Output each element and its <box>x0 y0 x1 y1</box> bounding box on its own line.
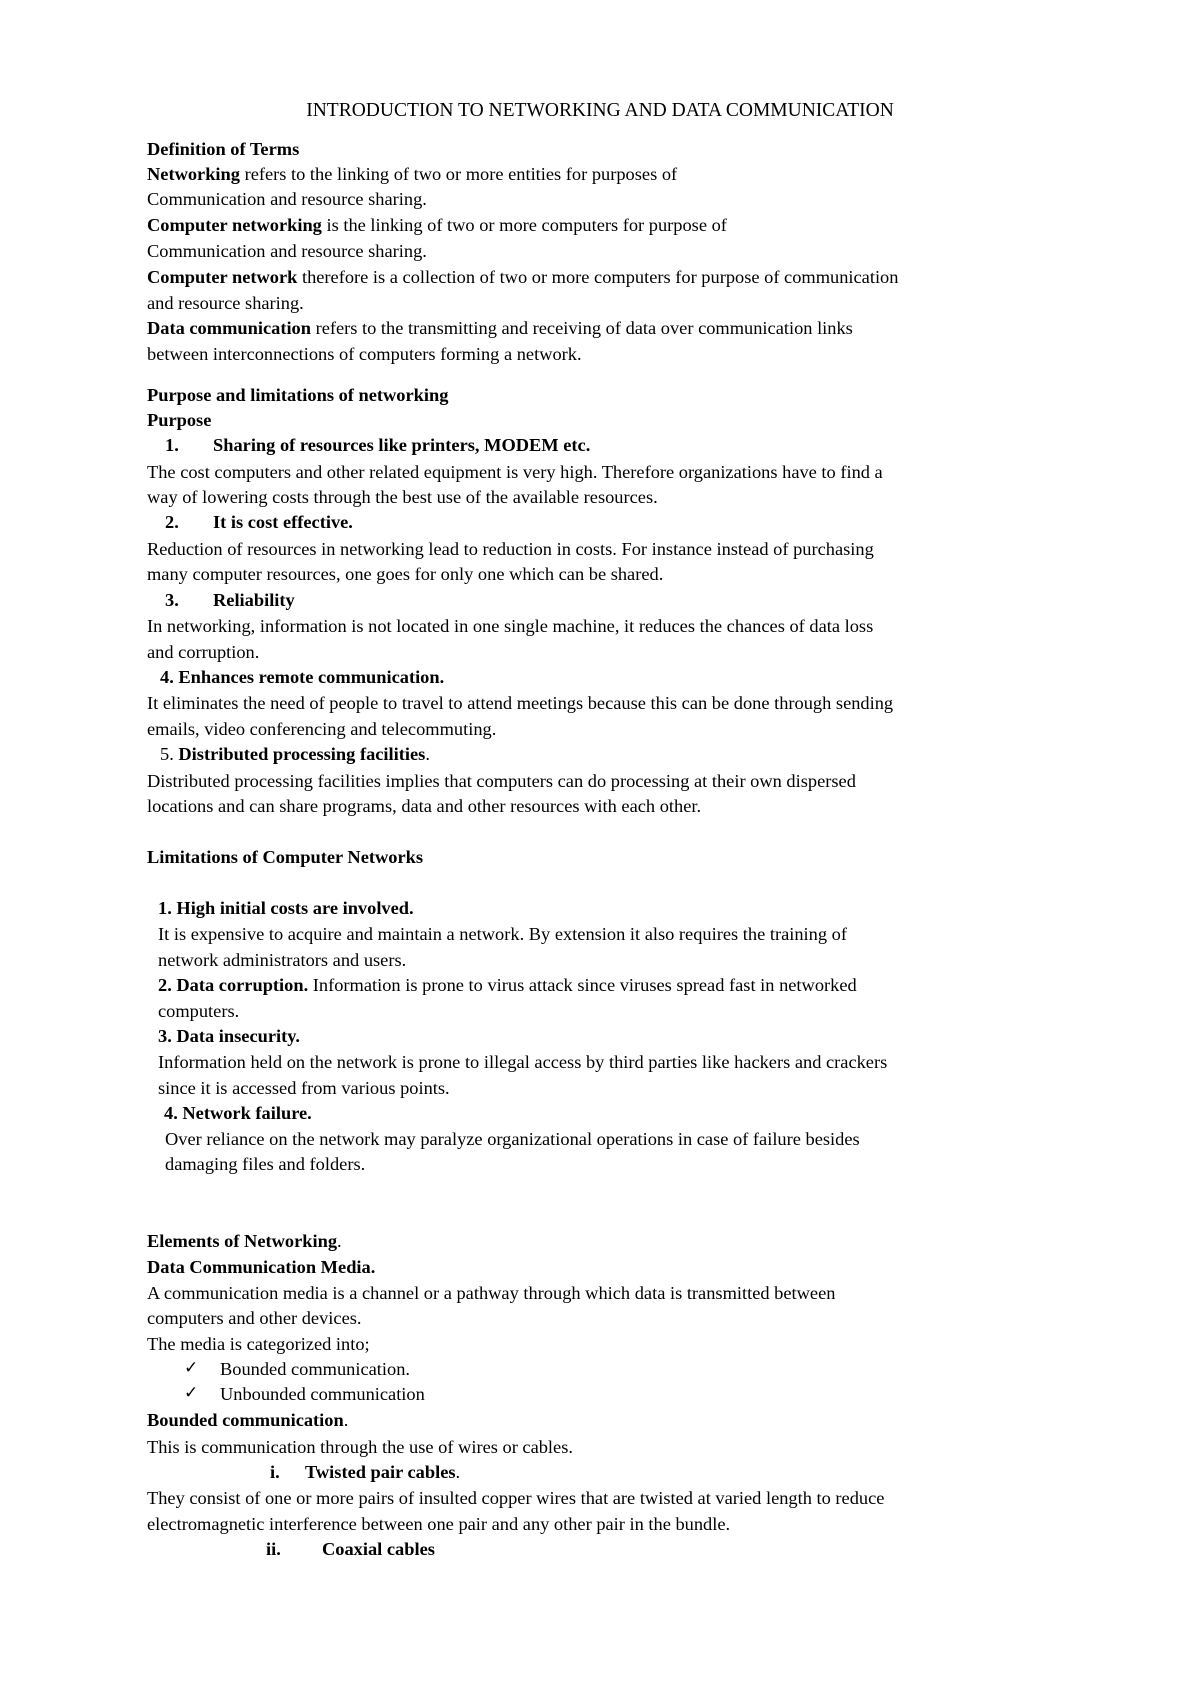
term-computer-network: Computer network <box>147 267 298 287</box>
purpose-item-text: The cost computers and other related equipment is very high. Therefore organizations have to find a <box>147 462 883 482</box>
definition-networking <box>147 163 677 185</box>
definition-text: is the linking of two or more computers for purpose of <box>321 215 727 235</box>
term-data-communication: Data communication <box>147 318 311 338</box>
media-heading: Data Communication Media. <box>147 1257 376 1277</box>
definition-data-communication <box>147 317 853 339</box>
limitation-item-text: computers. <box>158 1001 240 1021</box>
purpose-item-number: 5. <box>160 744 174 764</box>
limitations-heading: Limitations of Computer Networks <box>147 847 424 867</box>
elements-heading-line <box>147 1230 342 1252</box>
purpose-item-title: Reliability <box>213 590 295 610</box>
limitation-item-title: 3. Data insecurity. <box>158 1026 301 1046</box>
coaxial-number: ii. <box>266 1539 281 1559</box>
purpose-item-text: emails, video conferencing and telecommuting. <box>147 719 497 739</box>
purpose-item-text: In networking, information is not located in one single machine, it reduces the chances of data loss <box>147 616 874 636</box>
limitation-item-title: 1. High initial costs are involved. <box>158 898 414 918</box>
definition-computer-network <box>147 266 898 288</box>
purpose-item-title: Sharing of resources like printers, MODEM etc. <box>213 435 591 455</box>
purpose-item-text: locations and can share programs, data and other resources with each other. <box>147 796 702 816</box>
limitation-item-text: damaging files and folders. <box>165 1154 366 1174</box>
twisted-pair-title-suffix: . <box>455 1462 461 1482</box>
purpose-item-number: 4. <box>160 667 174 687</box>
twisted-pair-text: electromagnetic interference between one pair and any other pair in the bundle. <box>147 1514 731 1534</box>
purpose-item-title: Enhances remote communication. <box>178 667 445 687</box>
twisted-pair-title: Twisted pair cables <box>305 1462 456 1482</box>
purpose-item-text: way of lowering costs through the best use of the available resources. <box>147 487 658 507</box>
purpose-item-number: 3. <box>165 590 179 610</box>
purpose-item-number: 1. <box>165 435 179 455</box>
elements-heading: Elements of Networking <box>147 1231 338 1251</box>
purpose-item-text: Distributed processing facilities implies that computers can do processing at their own dispersed <box>147 771 856 791</box>
purpose-item-text: and corruption. <box>147 642 260 662</box>
limitation-item-text: Over reliance on the network may paralyze organizational operations in case of failure besides <box>165 1129 860 1149</box>
purpose-item-title: Distributed processing facilities <box>178 744 426 764</box>
limitation-item-title: 2. Data corruption. <box>158 975 309 995</box>
purpose-limitations-heading: Purpose and limitations of networking <box>147 385 449 405</box>
checklist-item: Unbounded communication <box>220 1384 425 1404</box>
media-text: A communication media is a channel or a pathway through which data is transmitted between <box>147 1283 836 1303</box>
purpose-item-distributed <box>160 743 430 765</box>
limitation-item-text: It is expensive to acquire and maintain a network. By extension it also requires the training of <box>158 924 847 944</box>
purpose-item-enhances-remote <box>160 666 444 688</box>
limitation-item-text: since it is accessed from various points. <box>158 1078 450 1098</box>
term-networking: Networking <box>147 164 240 184</box>
definition-text: Communication and resource sharing. <box>147 189 427 209</box>
purpose-item-number: 2. <box>165 512 179 532</box>
media-text: The media is categorized into; <box>147 1334 370 1354</box>
purpose-item-title-suffix: . <box>425 744 430 764</box>
bounded-heading: Bounded communication <box>147 1410 344 1430</box>
check-icon: ✓ <box>184 1383 199 1403</box>
definition-text: therefore is a collection of two or more computers for purpose of communication <box>297 267 899 287</box>
purpose-item-text: many computer resources, one goes for only one which can be shared. <box>147 564 664 584</box>
definition-text: refers to the transmitting and receiving of data over communication links <box>310 318 853 338</box>
definitions-heading: Definition of Terms <box>147 139 300 159</box>
twisted-pair-heading-line <box>305 1461 460 1483</box>
purpose-item-title: It is cost effective. <box>213 512 353 532</box>
check-icon: ✓ <box>184 1358 199 1378</box>
bounded-heading-line <box>147 1409 348 1431</box>
definition-text: between interconnections of computers forming a network. <box>147 344 582 364</box>
elements-heading-suffix: . <box>337 1231 342 1251</box>
limitation-item-text: Information held on the network is prone to illegal access by third parties like hackers and crackers <box>158 1052 888 1072</box>
document-title: INTRODUCTION TO NETWORKING AND DATA COMMUNICATION <box>306 100 894 121</box>
checklist-item: Bounded communication. <box>220 1359 411 1379</box>
limitation-item-text: network administrators and users. <box>158 950 407 970</box>
definition-text: and resource sharing. <box>147 293 304 313</box>
term-computer-networking: Computer networking <box>147 215 322 235</box>
purpose-item-text: Reduction of resources in networking lead to reduction in costs. For instance instead of purchasing <box>147 539 874 559</box>
coaxial-title: Coaxial cables <box>322 1539 435 1559</box>
limitation-item-text: Information is prone to virus attack since viruses spread fast in networked <box>308 975 857 995</box>
twisted-pair-number: i. <box>270 1462 280 1482</box>
definition-text: refers to the linking of two or more entities for purposes of <box>239 164 678 184</box>
purpose-subheading: Purpose <box>147 410 212 430</box>
definition-text: Communication and resource sharing. <box>147 241 427 261</box>
purpose-item-text: It eliminates the need of people to travel to attend meetings because this can be done through sending <box>147 693 894 713</box>
twisted-pair-text: They consist of one or more pairs of insulted copper wires that are twisted at varied length to reduce <box>147 1488 885 1508</box>
bounded-heading-suffix: . <box>343 1410 349 1430</box>
definition-computer-networking <box>147 214 727 236</box>
limitation-item-data-corruption <box>158 974 857 996</box>
media-text: computers and other devices. <box>147 1308 362 1328</box>
bounded-text: This is communication through the use of wires or cables. <box>147 1437 573 1457</box>
limitation-item-title: 4. Network failure. <box>164 1103 312 1123</box>
